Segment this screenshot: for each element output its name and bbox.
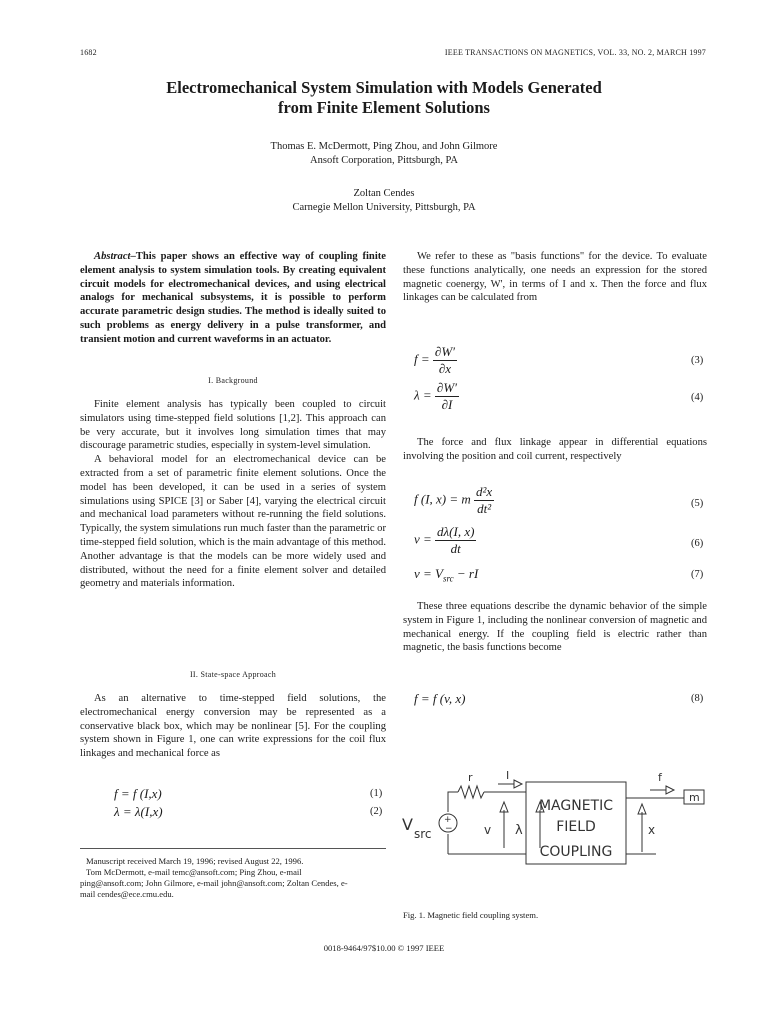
- equation-3: [414, 344, 457, 377]
- basis-functions-paragraph: We refer to these as "basis functions" for the device. To evaluate these functions analytically, one needs an expression for the stored magnetic coenergy, W', in terms of I and x. Then the force and flux linkages can be calculated from: [403, 251, 707, 304]
- differential-equations-paragraph: The force and flux linkage appear in differential equations involving the position and coil current, respectively: [403, 437, 707, 462]
- equation-6: [414, 524, 476, 557]
- footnote-line-2: Tom McDermott, e-mail temc@ansoft.com; Ping Zhou, e-mail: [86, 867, 302, 877]
- section-background-body: [80, 398, 386, 591]
- box-label-line-2: FIELD: [556, 819, 596, 835]
- section-heading-state-space: II. State-space Approach: [189, 670, 277, 679]
- section-heading-background: I. Background: [208, 376, 258, 385]
- box-label-line-1: MAGNETIC: [538, 798, 614, 814]
- author-affiliation-2: Carnegie Mellon University, Pittsburgh, PA: [292, 202, 476, 213]
- author-names-2: Zoltan Cendes: [353, 188, 415, 199]
- title-line-2: from Finite Element Solutions: [278, 98, 490, 117]
- right-column-paragraph-1: [403, 250, 707, 305]
- label-vsrc-subscript: src: [414, 827, 432, 841]
- footnote-line-3: ping@ansoft.com; John Gilmore, e-mail john@ansoft.com; Zoltan Cendes, e-: [80, 878, 348, 888]
- footnote-line-1: Manuscript received March 19, 1996; revised August 22, 1996.: [86, 856, 304, 866]
- equation-5: [414, 484, 494, 517]
- equation-2: λ = λ(I,x): [114, 804, 163, 819]
- page-number: 1682: [80, 48, 97, 57]
- background-paragraph-2: A behavioral model for an electromechanical device can be extracted from a set of parametric finite element solutions. Once the model has been developed, it can be used in a series of system simulations using SPICE [3] or Saber [4], varying the electrical circuit and mechanical load parameters without re-running the field solutions. Typically, the system simulations run much faster than the parametric or time-stepped field solution, which is the main advantage of this method. Another advantage is that the models can be more widely used and distributed, without the need for a finite element solver and detailed geometry and materials information.: [80, 454, 386, 590]
- equation-5-fraction: [474, 484, 494, 517]
- equation-4-lhs: λ =: [414, 387, 432, 403]
- current-arrow-head: [514, 780, 522, 788]
- section-state-space-body: [80, 692, 386, 761]
- equation-6-denominator: dt: [450, 541, 461, 556]
- equation-6-fraction: [435, 524, 476, 557]
- abstract-text: –This paper shows an effective way of coupling finite element analysis to system simulation tools. By creating equivalent circuit models for electromechanical devices, and using electrical analogs for mechanical subsystems, it is possible to perform accurate parametric design studies. The method is ideally suited to such problems as energy delivery in a pulse transformer, and transient motion and current waveforms in an actuator.: [80, 251, 386, 345]
- right-column-paragraph-3: [403, 600, 707, 655]
- equation-8: f = f (v, x): [414, 691, 466, 706]
- state-space-paragraph-1: As an alternative to time-stepped field solutions, the electromechanical energy conversion may be represented as a conservative black box, which may be nonlinear [5]. For the coupling system shown in Figure 1, one can write expressions for the coil flux linkages and mechanical force as: [80, 693, 386, 760]
- equation-6-number: (6): [691, 538, 704, 549]
- equation-4-number: (4): [691, 392, 704, 403]
- label-position: x: [648, 823, 656, 837]
- title-line-1: Electromechanical System Simulation with Models Generated: [166, 78, 602, 97]
- equation-1: f = f (I,x): [114, 786, 162, 801]
- dynamic-behavior-paragraph: These three equations describe the dynamic behavior of the simple system in Figure 1, including the nonlinear conversion of magnetic and mechanical energy. If the coupling field is electric rather than magnetic, the basis functions become: [403, 601, 707, 654]
- copyright-line: 0018-9464/97$10.00 © 1997 IEEE: [323, 943, 445, 953]
- figure-1-circuit: [398, 768, 710, 868]
- running-header: IEEE TRANSACTIONS ON MAGNETICS, VOL. 33, NO. 2, MARCH 1997: [444, 48, 706, 57]
- footnote-line-4: mail cendes@ece.cmu.edu.: [80, 889, 174, 899]
- figure-1-caption: Fig. 1. Magnetic field coupling system.: [403, 910, 539, 920]
- equation-2-number: (2): [370, 806, 383, 817]
- label-force: f: [658, 771, 662, 784]
- box-label-line-3: COUPLING: [539, 844, 613, 860]
- equation-7: [414, 566, 478, 584]
- label-source-minus: −: [445, 824, 453, 834]
- left-column: [80, 250, 386, 347]
- abstract: [80, 250, 386, 347]
- equation-3-fraction: [433, 344, 457, 377]
- label-vsrc: V: [402, 815, 413, 834]
- footnote-rule: [80, 848, 386, 849]
- right-column-paragraph-2: [403, 436, 707, 464]
- equation-7-tail: − rI: [453, 566, 479, 581]
- equation-5-number: (5): [691, 498, 704, 509]
- equation-3-lhs: f =: [414, 351, 430, 367]
- author-names-1: Thomas E. McDermott, Ping Zhou, and John Gilmore: [270, 141, 498, 152]
- force-arrow-head: [666, 786, 674, 794]
- footnote: [80, 856, 386, 900]
- resistor-symbol: [458, 786, 484, 798]
- equation-1-number: (1): [370, 788, 383, 799]
- abstract-label: Abstract: [94, 251, 131, 262]
- equation-8-number: (8): [691, 693, 704, 704]
- background-paragraph-1: Finite element analysis has typically been coupled to circuit simulators using time-stepped field solutions [1,2]. This approach can be very accurate, but it involves long simulation times that may discourage parametric studies, especially in system-level simulation.: [80, 399, 386, 452]
- label-r: r: [468, 771, 473, 784]
- equation-4-numerator: ∂W′: [436, 380, 458, 395]
- equation-6-lhs: v =: [414, 531, 432, 547]
- equation-6-numerator: dλ(I, x): [437, 524, 475, 539]
- equation-3-numerator: ∂W′: [434, 344, 455, 359]
- equation-7-number: (7): [691, 569, 704, 580]
- label-flux: λ: [515, 823, 523, 838]
- equation-7-subscript: src: [442, 573, 454, 584]
- equation-5-lhs: f (I, x) = m: [414, 491, 471, 507]
- equation-4-denominator: ∂I: [441, 397, 453, 412]
- equation-3-number: (3): [691, 355, 704, 366]
- label-source-plus: +: [444, 815, 452, 825]
- label-mass: m: [689, 791, 700, 804]
- equation-4-fraction: [435, 380, 459, 413]
- paper-title: [0, 78, 768, 118]
- equation-5-denominator: dt²: [477, 501, 492, 516]
- author-affiliation-1: Ansoft Corporation, Pittsburgh, PA: [310, 155, 458, 166]
- equation-5-numerator: d²x: [476, 484, 493, 499]
- equation-4: [414, 380, 459, 413]
- equation-7-lhs: v = V: [414, 566, 443, 581]
- equation-3-denominator: ∂x: [438, 361, 452, 376]
- wire-top-left: [448, 792, 458, 812]
- label-voltage: v: [484, 823, 492, 837]
- label-current: I: [506, 769, 510, 782]
